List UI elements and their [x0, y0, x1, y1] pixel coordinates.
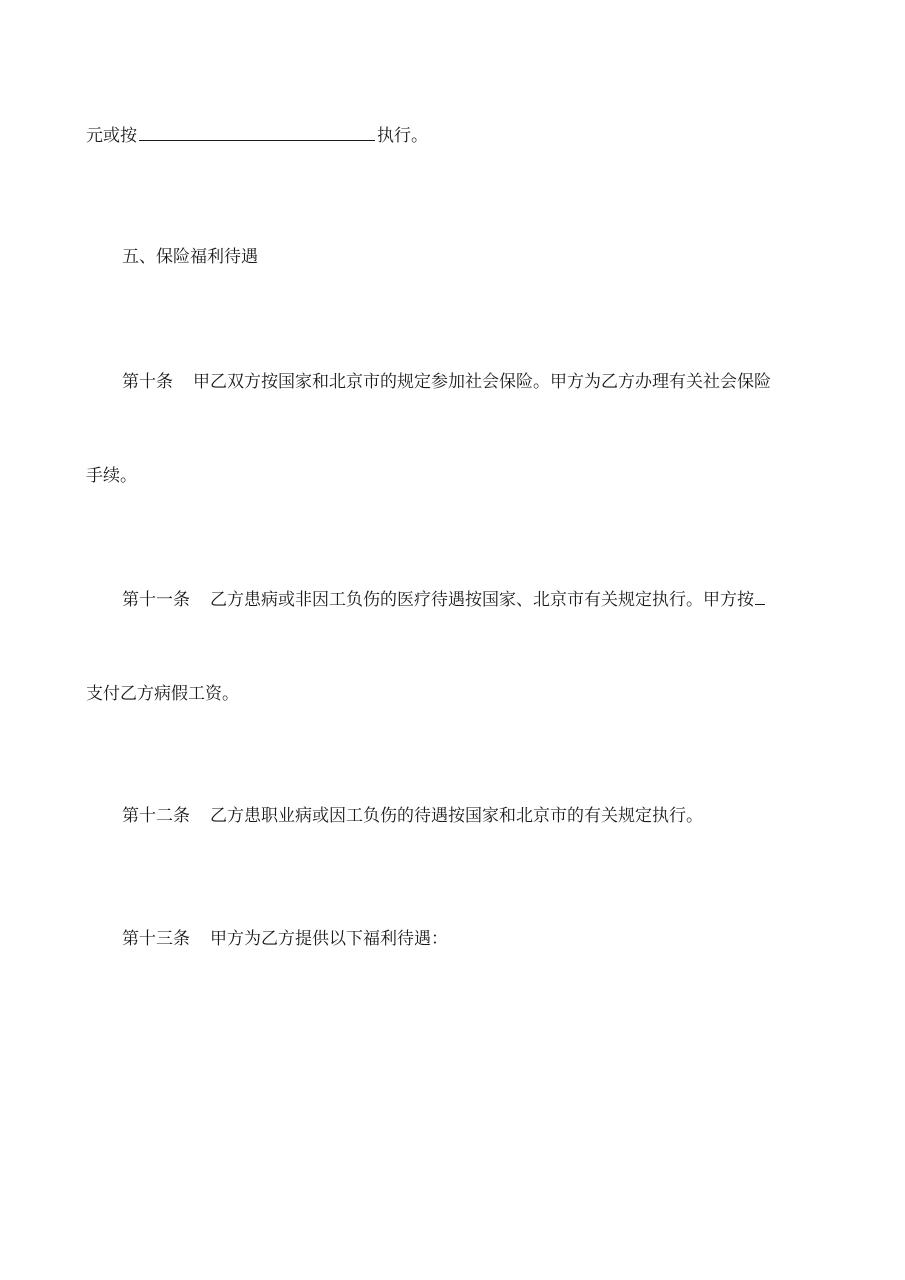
article-13-number: 第十三条 [122, 929, 190, 949]
fill-in-blank[interactable] [755, 588, 765, 605]
article-10-number: 第十条 [122, 372, 173, 392]
article-10-line-2: 手续。 [86, 466, 137, 486]
fill-in-blank[interactable] [139, 124, 375, 141]
article-10-line-1 [122, 371, 771, 393]
salary-clause-continuation [86, 124, 428, 147]
article-11-line-2: 支付乙方病假工资。 [86, 684, 239, 704]
article-10-text: 甲乙双方按国家和北京市的规定参加社会保险。甲方为乙方办理有关社会保险 [193, 372, 771, 392]
article-13-text: 甲方为乙方提供以下福利待遇： [210, 929, 448, 949]
article-11-line-1 [122, 588, 765, 611]
text-after-blank: 执行。 [377, 126, 428, 146]
article-13 [122, 928, 448, 950]
article-12-text: 乙方患职业病或因工负伤的待遇按国家和北京市的有关规定执行。 [210, 806, 703, 826]
article-11-number: 第十一条 [122, 590, 190, 610]
section-heading: 五、保险福利待遇 [122, 247, 258, 267]
article-11-text: 乙方患病或非因工负伤的医疗待遇按国家、北京市有关规定执行。甲方按 [210, 590, 754, 610]
text-before-blank: 元或按 [86, 126, 137, 146]
article-12-number: 第十二条 [122, 806, 190, 826]
article-12 [122, 805, 703, 827]
